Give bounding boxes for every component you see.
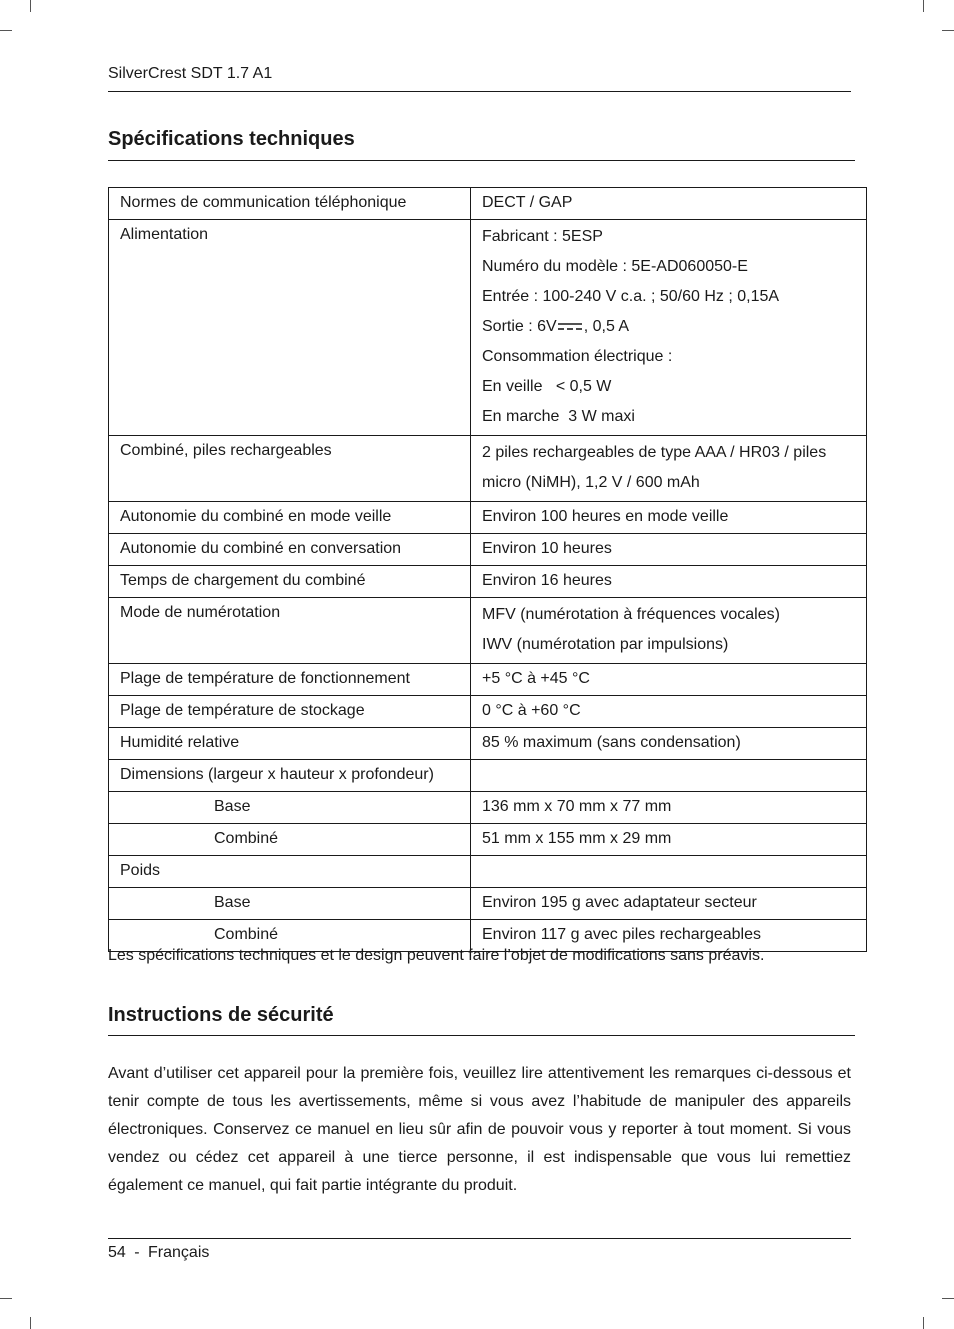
table-row <box>109 824 867 856</box>
spec-value: 51 mm x 155 mm x 29 mm <box>471 824 867 856</box>
safety-intro-paragraph: Avant d’utiliser cet appareil pour la première fois, veuillez lire attentivement les remarques ci-dessous et tenir compte de tous les avertissements, même si vous avez l’habitude de manipuler des appareils électroniques. Conservez ce manuel en lieu sûr afin de pouvoir vous y reporter à tout moment. Si vous vendez ou cédez cet appareil à une tierce personne, il est indispensable que vous lui remettiez également ce manuel, qui fait partie intégrante du produit. <box>108 1065 851 1194</box>
header-rule <box>108 91 851 92</box>
specs-note: Les spécifications techniques et le design peuvent faire l’objet de modifications sans préavis. <box>108 947 765 964</box>
spec-value <box>471 436 867 502</box>
spec-label: Plage de température de stockage <box>109 696 471 728</box>
output-suffix: , 0,5 A <box>583 318 630 335</box>
spec-value-line: Fabricant : 5ESP <box>482 228 603 245</box>
specs-heading-rule <box>108 160 855 161</box>
spec-value: Environ 117 g avec piles rechargeables <box>471 920 867 952</box>
table-row <box>109 856 867 888</box>
table-row <box>109 534 867 566</box>
spec-sublabel: Combiné <box>109 920 471 952</box>
spec-label: Alimentation <box>109 220 471 436</box>
spec-label: Dimensions (largeur x hauteur x profondeur) <box>109 760 471 792</box>
footer-separator: - <box>134 1244 140 1261</box>
spec-value: 136 mm x 70 mm x 77 mm <box>471 792 867 824</box>
spec-value-line: Entrée : 100-240 V c.a. ; 50/60 Hz ; 0,15A <box>482 288 780 305</box>
table-row <box>109 728 867 760</box>
running-header: SilverCrest SDT 1.7 A1 <box>108 65 273 82</box>
spec-value <box>471 760 867 792</box>
table-row <box>109 436 867 502</box>
page-footer <box>108 1242 209 1264</box>
specs-heading: Spécifications techniques <box>108 128 355 150</box>
crop-mark <box>942 30 954 31</box>
spec-value-line: Consommation électrique : <box>482 348 673 365</box>
table-row <box>109 598 867 664</box>
spec-label: Plage de température de fonctionnement <box>109 664 471 696</box>
spec-value <box>471 856 867 888</box>
spec-label: Autonomie du combiné en conversation <box>109 534 471 566</box>
dc-current-icon <box>557 321 583 333</box>
crop-mark <box>0 30 12 31</box>
spec-value-line: Numéro du modèle : 5E-AD060050-E <box>482 258 748 275</box>
output-prefix: Sortie : 6V <box>482 318 557 335</box>
spec-value-line: MFV (numérotation à fréquences vocales) <box>482 606 780 623</box>
crop-mark <box>30 0 31 12</box>
spec-sublabel: Base <box>109 792 471 824</box>
spec-value-line: 2 piles rechargeables de type AAA / HR03 / piles <box>482 444 827 461</box>
table-row <box>109 502 867 534</box>
spec-value-line: micro (NiMH), 1,2 V / 600 mAh <box>482 474 700 491</box>
footer-language: Français <box>148 1244 210 1261</box>
table-row <box>109 188 867 220</box>
table-row <box>109 220 867 436</box>
spec-value <box>471 220 867 436</box>
table-row <box>109 664 867 696</box>
spec-value: 0 °C à +60 °C <box>471 696 867 728</box>
table-row <box>109 696 867 728</box>
crop-mark <box>0 1298 12 1299</box>
footer-rule <box>108 1238 851 1239</box>
spec-sublabel: Base <box>109 888 471 920</box>
spec-label: Humidité relative <box>109 728 471 760</box>
spec-value-line: En veille < 0,5 W <box>482 378 612 395</box>
table-row <box>109 566 867 598</box>
spec-value-line <box>482 312 855 342</box>
spec-value-line: IWV (numérotation par impulsions) <box>482 636 729 653</box>
page-number: 54 <box>108 1244 126 1261</box>
table-row <box>109 888 867 920</box>
spec-value: 85 % maximum (sans condensation) <box>471 728 867 760</box>
safety-heading: Instructions de sécurité <box>108 1004 334 1026</box>
spec-label: Temps de chargement du combiné <box>109 566 471 598</box>
spec-label: Mode de numérotation <box>109 598 471 664</box>
crop-mark <box>923 0 924 12</box>
spec-value <box>471 598 867 664</box>
table-row <box>109 760 867 792</box>
spec-label: Autonomie du combiné en mode veille <box>109 502 471 534</box>
spec-label: Combiné, piles rechargeables <box>109 436 471 502</box>
spec-value: Environ 10 heures <box>471 534 867 566</box>
spec-value: DECT / GAP <box>471 188 867 220</box>
spec-value-line: En marche 3 W maxi <box>482 408 635 425</box>
crop-mark <box>923 1317 924 1329</box>
specs-table <box>108 187 867 952</box>
crop-mark <box>942 1298 954 1299</box>
spec-value: Environ 100 heures en mode veille <box>471 502 867 534</box>
spec-value: Environ 16 heures <box>471 566 867 598</box>
safety-heading-rule <box>108 1035 855 1036</box>
spec-label: Poids <box>109 856 471 888</box>
spec-sublabel: Combiné <box>109 824 471 856</box>
spec-label: Normes de communication téléphonique <box>109 188 471 220</box>
spec-value: Environ 195 g avec adaptateur secteur <box>471 888 867 920</box>
table-row <box>109 792 867 824</box>
crop-mark <box>30 1317 31 1329</box>
spec-value: +5 °C à +45 °C <box>471 664 867 696</box>
